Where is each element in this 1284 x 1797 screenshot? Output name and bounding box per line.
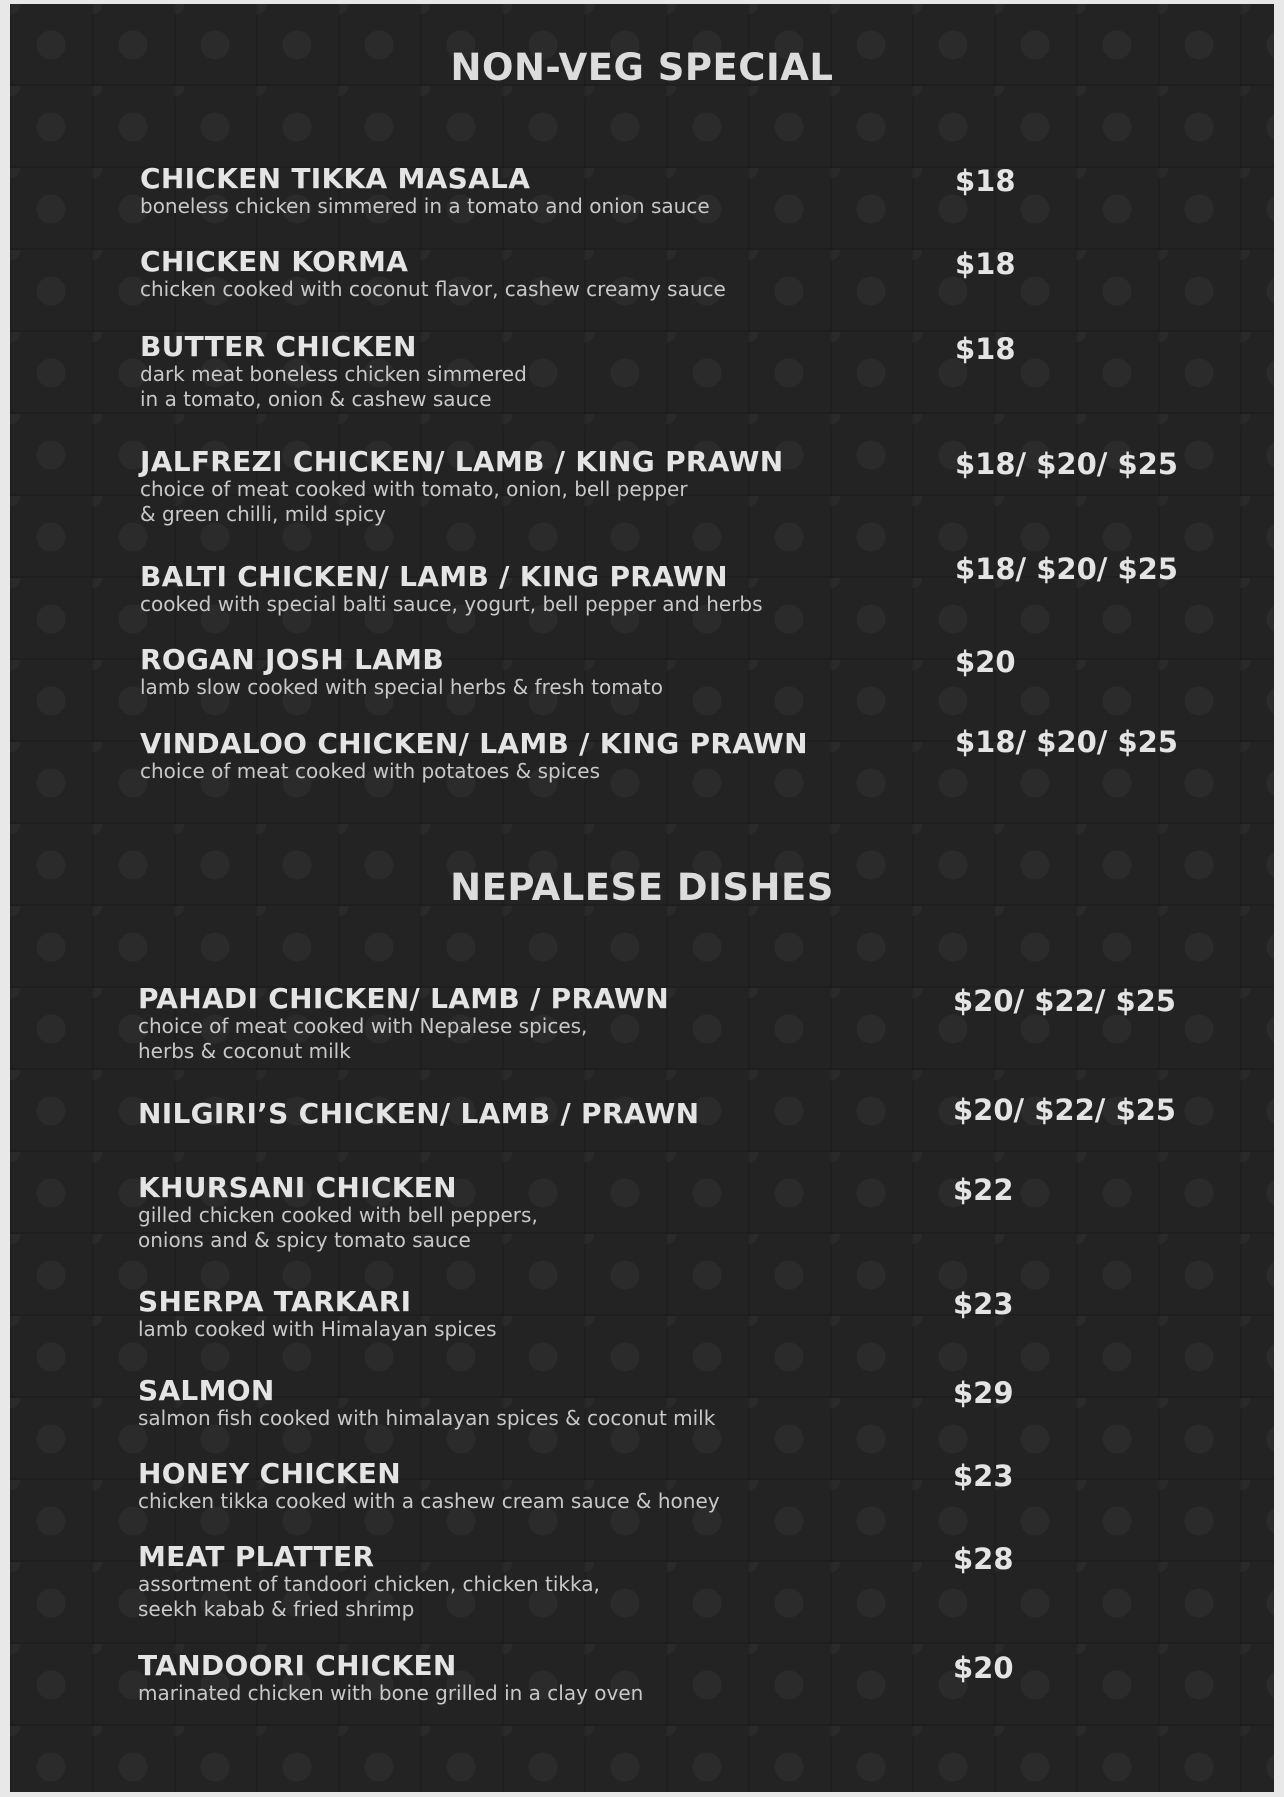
item-description: dark meat boneless chicken simmered in a tomato, onion & cashew sauce	[140, 362, 527, 411]
menu-item	[138, 1093, 1176, 1130]
item-price: $20/ $22/ $25	[953, 984, 1176, 1018]
menu-item	[140, 247, 1160, 302]
item-name: MEAT PLATTER	[138, 1540, 375, 1573]
item-name: SALMON	[138, 1374, 275, 1407]
item-price: $20/ $22/ $25	[953, 1093, 1176, 1127]
item-description: lamb slow cooked with special herbs & fresh tomato	[140, 675, 664, 699]
item-price: $18/ $20/ $25	[955, 725, 1178, 759]
item-description: lamb cooked with Himalayan spices	[138, 1317, 497, 1341]
item-description: choice of meat cooked with tomato, onion, bell pepper & green chilli, mild spicy	[140, 477, 688, 526]
item-price: $22	[953, 1173, 1014, 1207]
item-description: salmon fish cooked with himalayan spices & coconut milk	[138, 1406, 716, 1430]
item-price: $20	[955, 645, 1016, 679]
item-description: cooked with special balti sauce, yogurt, bell pepper and herbs	[140, 592, 763, 616]
item-name: CHICKEN KORMA	[140, 245, 409, 278]
item-price: $29	[953, 1376, 1014, 1410]
item-price: $18	[955, 332, 1016, 366]
menu-item	[140, 164, 1160, 219]
section-title-non-veg: NON-VEG SPECIAL	[450, 46, 834, 89]
item-description: choice of meat cooked with potatoes & spices	[140, 759, 601, 783]
item-description: chicken tikka cooked with a cashew cream sauce & honey	[138, 1489, 720, 1513]
item-name: KHURSANI CHICKEN	[138, 1171, 457, 1204]
section-title-nepalese: NEPALESE DISHES	[450, 866, 834, 909]
item-description: assortment of tandoori chicken, chicken tikka, seekh kabab & fried shrimp	[138, 1572, 600, 1621]
item-name: PAHADI CHICKEN/ LAMB / PRAWN	[138, 982, 669, 1015]
item-name: VINDALOO CHICKEN/ LAMB / KING PRAWN	[140, 727, 808, 760]
menu-item	[140, 645, 1160, 700]
menu-item	[138, 1173, 1158, 1253]
menu-item	[140, 445, 1178, 527]
menu-item	[138, 1542, 1158, 1622]
item-price: $18/ $20/ $25	[955, 447, 1178, 481]
item-name: JALFREZI CHICKEN/ LAMB / KING PRAWN	[140, 445, 784, 478]
item-name: BALTI CHICKEN/ LAMB / KING PRAWN	[140, 560, 728, 593]
menu-item	[138, 1376, 1158, 1431]
item-description: boneless chicken simmered in a tomato and onion sauce	[140, 194, 710, 218]
item-name: CHICKEN TIKKA MASALA	[140, 162, 531, 195]
item-price: $18	[955, 164, 1016, 198]
item-price: $28	[953, 1542, 1014, 1576]
item-description: marinated chicken with bone grilled in a clay oven	[138, 1681, 644, 1705]
item-name: ROGAN JOSH LAMB	[140, 643, 444, 676]
item-name: NILGIRI’S CHICKEN/ LAMB / PRAWN	[138, 1097, 700, 1130]
menu-item	[138, 1287, 1158, 1342]
menu-page	[10, 4, 1274, 1792]
item-price: $23	[953, 1287, 1014, 1321]
item-price: $18	[955, 247, 1016, 281]
item-name: SHERPA TARKARI	[138, 1285, 412, 1318]
menu-item	[138, 982, 1176, 1064]
menu-item	[138, 1651, 1158, 1706]
item-price: $23	[953, 1459, 1014, 1493]
menu-item	[140, 725, 1178, 784]
item-price: $20	[953, 1651, 1014, 1685]
item-name: TANDOORI CHICKEN	[138, 1649, 457, 1682]
item-description: choice of meat cooked with Nepalese spices, herbs & coconut milk	[138, 1014, 588, 1063]
menu-item	[140, 332, 1160, 412]
item-price: $18/ $20/ $25	[955, 552, 1178, 586]
item-description: chicken cooked with coconut flavor, cashew creamy sauce	[140, 277, 726, 301]
item-description: gilled chicken cooked with bell peppers, onions and & spicy tomato sauce	[138, 1203, 538, 1252]
item-name: HONEY CHICKEN	[138, 1457, 401, 1490]
menu-item	[138, 1459, 1158, 1514]
menu-item	[140, 552, 1178, 617]
item-name: BUTTER CHICKEN	[140, 330, 417, 363]
